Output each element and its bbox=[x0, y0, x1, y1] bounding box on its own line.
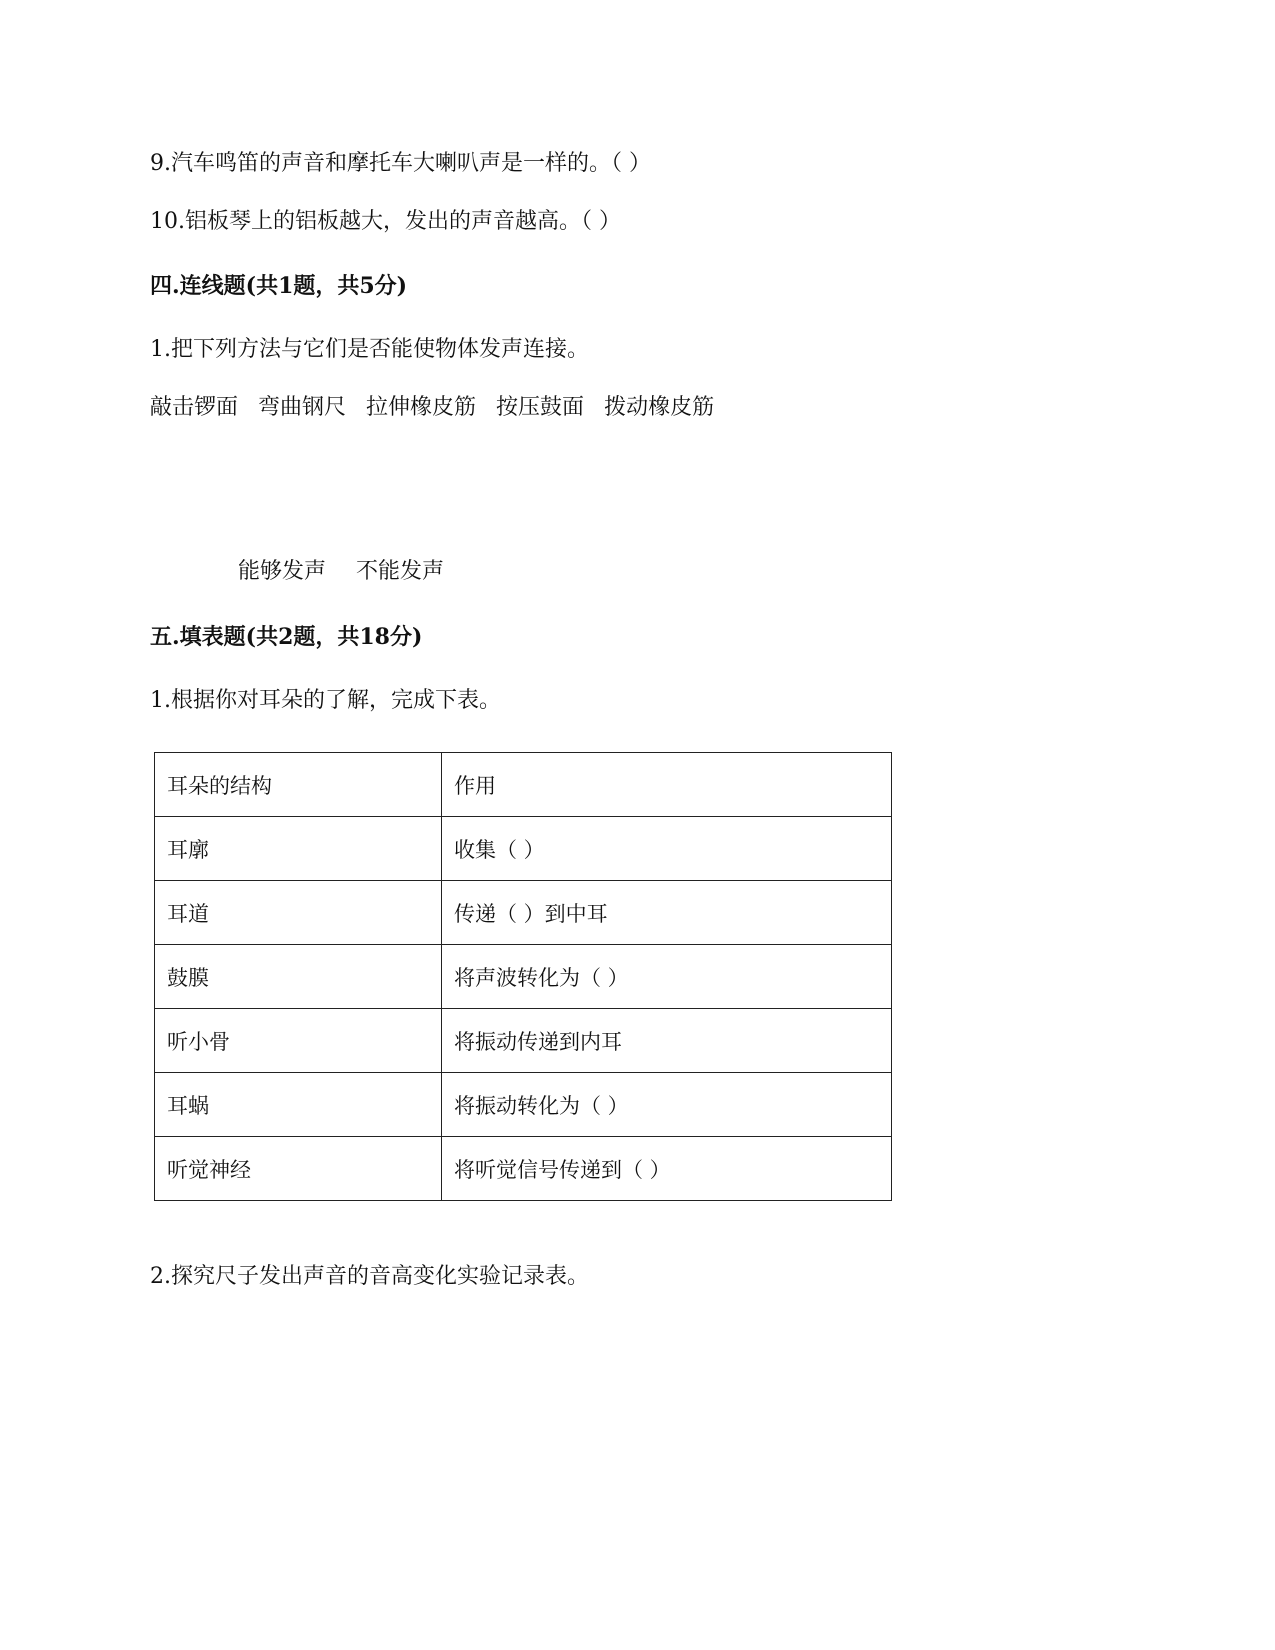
table-cell: 将振动传递到内耳 bbox=[442, 1009, 892, 1073]
table-cell: 听觉神经 bbox=[155, 1137, 442, 1201]
table-cell: 将听觉信号传递到（ ） bbox=[442, 1137, 892, 1201]
section-5-question-1: 1.根据你对耳朵的了解，完成下表。 bbox=[150, 688, 501, 713]
target-item: 能够发声 bbox=[238, 559, 327, 584]
section-4-question-1: 1.把下列方法与它们是否能使物体发声连接。 bbox=[150, 337, 589, 362]
table-row bbox=[155, 881, 892, 945]
method-item: 按压鼓面 bbox=[496, 395, 585, 420]
method-item: 弯曲钢尺 bbox=[258, 395, 347, 420]
table-cell: 将振动转化为（ ） bbox=[442, 1073, 892, 1137]
table-cell: 耳蜗 bbox=[155, 1073, 442, 1137]
table-header-row bbox=[155, 753, 892, 817]
table-cell: 鼓膜 bbox=[155, 945, 442, 1009]
table-cell: 耳廓 bbox=[155, 817, 442, 881]
table-row bbox=[155, 945, 892, 1009]
table-header-cell: 作用 bbox=[442, 753, 892, 817]
method-list bbox=[150, 393, 734, 423]
table-row bbox=[155, 1009, 892, 1073]
table-cell: 听小骨 bbox=[155, 1009, 442, 1073]
method-item: 拨动橡皮筋 bbox=[604, 395, 715, 420]
target-item: 不能发声 bbox=[356, 559, 445, 584]
method-item: 拉伸橡皮筋 bbox=[366, 395, 477, 420]
table-cell: 传递（ ）到中耳 bbox=[442, 881, 892, 945]
section-5-heading: 五.填表题(共2题，共18分) bbox=[150, 624, 423, 650]
table-cell: 将声波转化为（ ） bbox=[442, 945, 892, 1009]
table-cell: 收集（ ） bbox=[442, 817, 892, 881]
question-10: 10.铝板琴上的铝板越大，发出的声音越高。（ ） bbox=[150, 209, 621, 234]
section-5-question-2: 2.探究尺子发出声音的音高变化实验记录表。 bbox=[150, 1264, 589, 1289]
table-header-cell: 耳朵的结构 bbox=[155, 753, 442, 817]
section-4-heading: 四.连线题(共1题，共5分) bbox=[150, 273, 408, 299]
table-row bbox=[155, 1073, 892, 1137]
question-9: 9.汽车鸣笛的声音和摩托车大喇叭声是一样的。（ ） bbox=[150, 151, 651, 176]
table-row bbox=[155, 817, 892, 881]
target-list bbox=[238, 557, 474, 587]
ear-structure-table bbox=[154, 752, 892, 1201]
table-cell: 耳道 bbox=[155, 881, 442, 945]
table-row bbox=[155, 1137, 892, 1201]
method-item: 敲击锣面 bbox=[150, 395, 239, 420]
